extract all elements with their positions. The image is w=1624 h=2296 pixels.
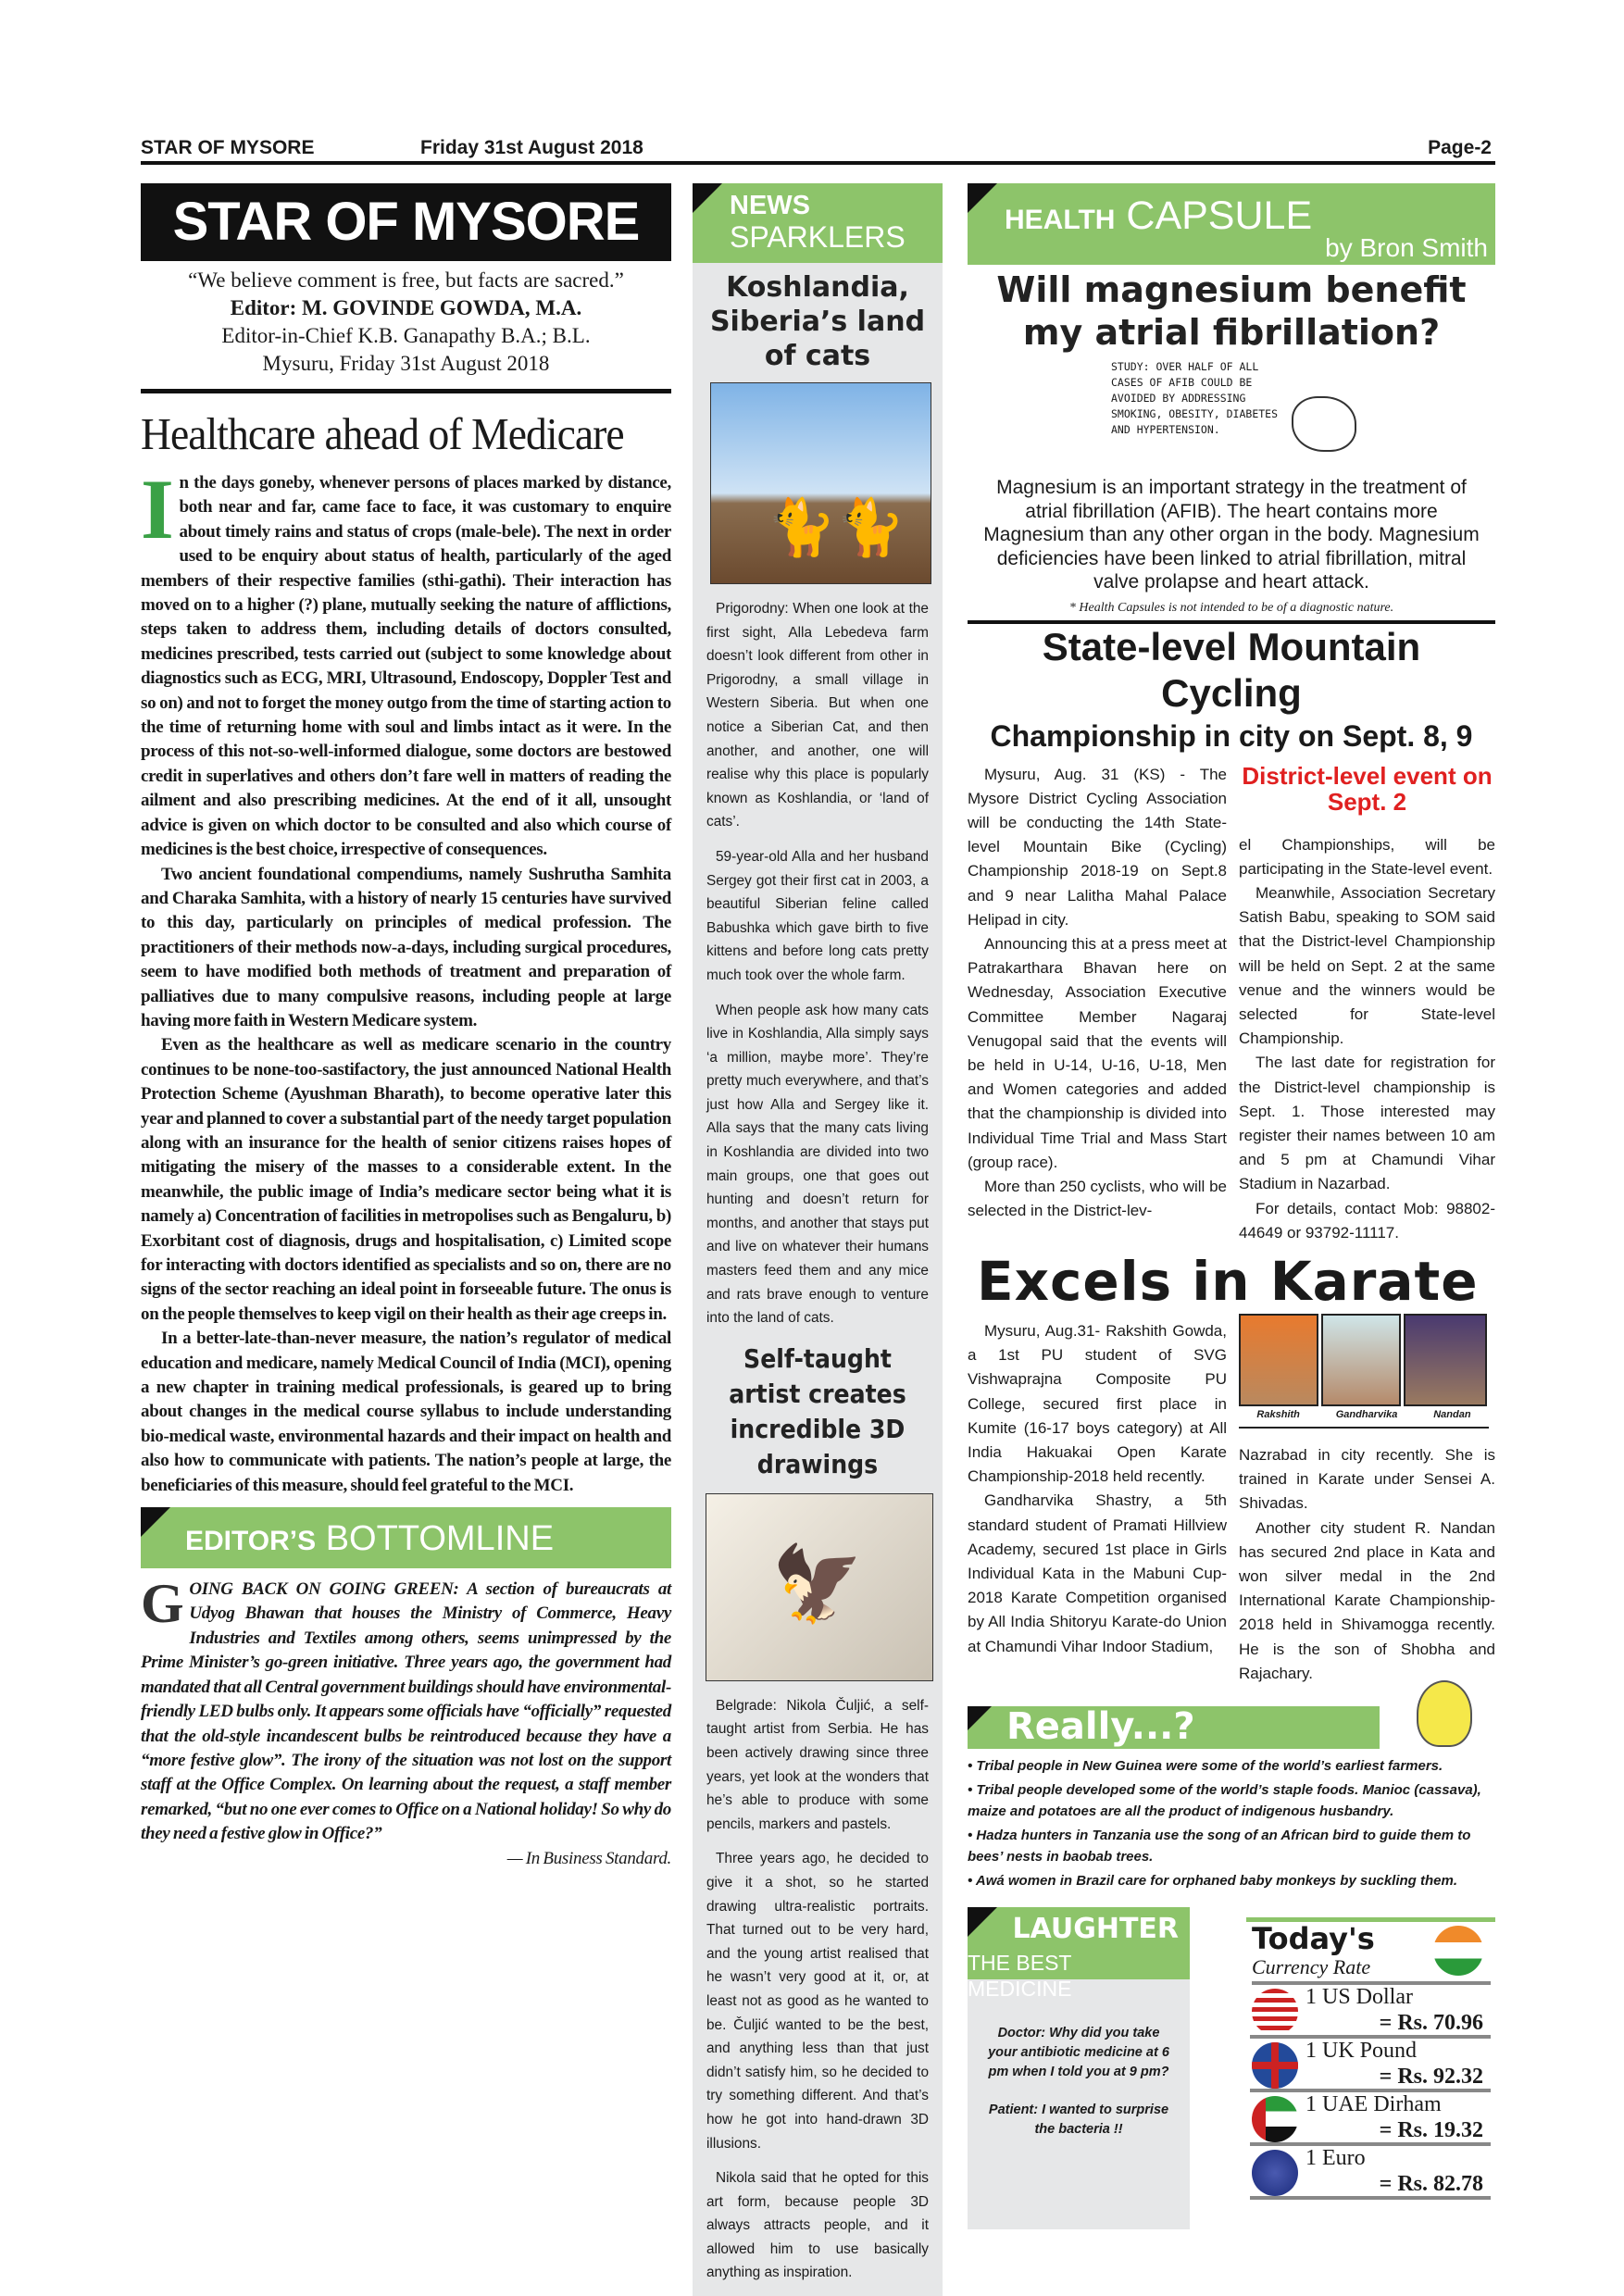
drop-cap: I bbox=[141, 462, 174, 556]
caption: Gandharvika bbox=[1335, 1408, 1398, 1420]
page-header bbox=[141, 137, 1495, 165]
story-title: Koshlandia, Siberia’s land of cats bbox=[709, 271, 926, 372]
editor-in-chief: Editor-in-Chief K.B. Ganapathy B.A.; B.L. bbox=[221, 324, 591, 347]
cartoon bbox=[968, 359, 1495, 470]
currency-title: Today's bbox=[1252, 1920, 1375, 1956]
paragraph: Announcing this at a press meet at Patrakarthara Bhavan here on Wednesday, Association Executive Committee Member Nagaraj Venugopal said that the events will be held in U-14, U-16, U-18, Men and Women categories and added that the championship is divided into Individual Time Trial and Mass Start (group race). bbox=[968, 934, 1227, 1171]
paragraph: Mysuru, Aug.31- Rakshith Gowda, a 1st PU student of SVG Vishwaprajna Composite PU College, secured first place in Kumite (16-17 boys category) at All India Hakuakai Open Karate Championship-2018 held recently. bbox=[968, 1321, 1227, 1486]
editorial-title: Healthcare ahead of Medicare bbox=[141, 408, 624, 459]
really-header bbox=[968, 1699, 1495, 1751]
byline: by Bron Smith bbox=[1325, 233, 1488, 262]
us-flag-icon bbox=[1252, 1989, 1298, 2035]
banner-light: BOTTOMLINE bbox=[325, 1519, 555, 1559]
paragraph: For details, contact Mob: 98802-44649 or 93792-11117. bbox=[1239, 1199, 1495, 1242]
uk-flag-icon bbox=[1252, 2042, 1298, 2089]
currency-value: = Rs. 70.96 bbox=[1379, 2010, 1483, 2035]
masthead-info bbox=[141, 267, 671, 378]
cartoon-figure bbox=[1292, 396, 1356, 452]
currency-box bbox=[1246, 1917, 1495, 2200]
cycling-article bbox=[968, 763, 1495, 1245]
masthead-logo: STAR OF MYSORE bbox=[141, 183, 671, 261]
story-body bbox=[693, 597, 943, 1330]
banner-bold: EDITOR’S bbox=[185, 1526, 317, 1557]
paragraph: Belgrade: Nikola Čuljić, a self-taught artist from Serbia. He has been actively drawing since three years, yet look at the wonders that he’s able to produce with some pencils, markers and pastels. bbox=[706, 1697, 929, 1832]
issue-date: Friday 31st August 2018 bbox=[420, 137, 643, 158]
currency-value: = Rs. 82.78 bbox=[1379, 2171, 1483, 2196]
health-disclaimer: * Health Capsules is not intended to be of a diagnostic nature. bbox=[1068, 600, 1394, 615]
paragraph: Meanwhile, Association Secretary Satish Babu, speaking to SOM said that the District-level Championship will be held on Sept. 2 at the same venue and the winners would be selected for State-level Championship. bbox=[1239, 883, 1495, 1048]
dateline: Mysuru, Friday 31st August 2018 bbox=[262, 352, 550, 375]
paragraph: Three years ago, he decided to give it a shot, so he started drawing ultra-realistic portraits. That turned out to be very hard, and the young artist realised that he wasn’t very good at it, or, at least not as good as he wanted to be. Čuljić wanted to be the best, and anything less than that just didn’t satisfy him, so he decided to try something different. And that’s how he got into hand-drawn 3D illusions. bbox=[706, 1851, 929, 2152]
news-sparklers-panel bbox=[693, 183, 943, 2296]
page-number: Page-2 bbox=[1428, 137, 1492, 158]
lightbulb-icon bbox=[1417, 1680, 1472, 1747]
banner-bold: NEWS bbox=[730, 191, 810, 220]
laughter-panel bbox=[968, 1907, 1190, 2229]
joke-question: Doctor: Why did you take your antibiotic medicine at 6 pm when I told you at 9 pm? bbox=[988, 2025, 1169, 2079]
banner-bold: LAUGHTER bbox=[1012, 1912, 1179, 1945]
rate-row bbox=[1250, 1985, 1491, 2039]
paragraph: Nazrabad in city recently. She is trained in Karate under Sensei A. Shivadas. bbox=[1239, 1445, 1495, 1513]
cycling-subheading: District-level event on Sept. 2 bbox=[1242, 761, 1493, 816]
karate-col2 bbox=[1239, 1443, 1495, 1686]
editor: Editor: M. GOVINDE GOWDA, M.A. bbox=[230, 296, 582, 319]
photo-nandan bbox=[1404, 1314, 1487, 1406]
caption: Nandan bbox=[1433, 1408, 1471, 1420]
paragraph: Another city student R. Nandan has secured 2nd place in Kata and won silver medal in the 2nd International Karate Championship-2018 held in Shivamogga recently. He is the son of Shobha and Rajachary. bbox=[1239, 1518, 1495, 1682]
fact: Tribal people in New Guinea were some of the world’s earliest farmers. bbox=[976, 1757, 1443, 1774]
bottomline-banner bbox=[141, 1507, 671, 1568]
eagle-drawing-photo: 🦅 bbox=[706, 1493, 933, 1681]
fact: Tribal people developed some of the world’s staple foods. Manioc (cassava), maize and potatoes are all the product of indigenous husbandry. bbox=[968, 1782, 1481, 1819]
currency-value: = Rs. 92.32 bbox=[1379, 2064, 1483, 2089]
source: — In Business Standard. bbox=[506, 1848, 671, 1868]
banner-light: SPARKLERS bbox=[730, 220, 906, 254]
cycling-title: State-level Mountain Cycling bbox=[1042, 624, 1421, 715]
paper-name: STAR OF MYSORE bbox=[141, 137, 315, 158]
health-body: Magnesium is an important strategy in the treatment of atrial fibrillation (AFIB). The heart contains more Magnesium than any other organ in the body. Magnesium deficiencies have been linked to atrial fibrillation, mitral valve prolapse and heart attack. bbox=[983, 477, 1480, 593]
banner-light: THE BEST MEDICINE bbox=[968, 1950, 1072, 2001]
bottomline-body bbox=[141, 1573, 671, 1871]
india-flag-icon bbox=[1433, 1926, 1483, 1976]
paragraph: el Championships, will be participating in the State-level event. bbox=[1239, 835, 1495, 878]
caption: Rakshith bbox=[1256, 1408, 1300, 1420]
paragraph: Even as the healthcare as well as medicare scenario in the country continues to be none-too-sastifactory, the just announced National Health Protection Scheme (Ayushman Bharath), to become operative later this year and planned to cover a substantial part of the needy target population along with an insurance for the health of senior citizens raises hopes of mitigating the misery of the masses to a considerable extent. In the meanwhile, the public image of India’s medicare sector being what it is namely a) Concentration of facilities in metropolises such as Bengaluru, b) Exorbitant cost of diagnosis, drugs and hospitalisation, c) Limited scope for interacting with doctors identified as specialists and so on, there are no signs of the sector reaching an ideal point in forseeable future. The onus is on the people themselves to keep vigil on their health as their age creeps in. bbox=[141, 1035, 671, 1324]
currency-name: 1 Euro bbox=[1305, 2145, 1366, 2170]
paragraph: Nikola said that he opted for this art form, because people 3D always attracts people, and it allowed him to use basically anything as inspiration. bbox=[706, 2170, 929, 2281]
editorial-body bbox=[141, 462, 671, 1498]
health-capsule-banner bbox=[968, 183, 1495, 265]
karate-article bbox=[968, 1314, 1495, 1686]
story-body bbox=[693, 1694, 943, 2285]
paragraph: 59-year-old Alla and her husband Sergey got their first cat in 2003, a beautiful Siberian feline called Babushka which gave birth to five kittens and before long cats pretty much took over the whole farm. bbox=[706, 848, 929, 983]
rate-row bbox=[1250, 2092, 1491, 2146]
bottomline-text: OING BACK ON GOING GREEN: A section of bureaucrats at Udyog Bhawan that houses the Ministry of Commerce, Heavy Industries and Textiles among others, seems unimpressed by the Prime Minister’s go-green initiative. Three years ago, the government had mandated that all Central government buildings should have environmental-friendly LED bulbs only. It appears some officials have “officially” requested that the old-style incandescent bulbs be reintroduced because they have a “more festive glow”. The irony of the situation was not lost on the support staff at the Office Complex. On learning about the request, a staff member remarked, “but no one ever comes to Office on a National holiday! So why do they need a festive glow in Office?” bbox=[141, 1579, 671, 1844]
paragraph: The last date for registration for the District-level championship is Sept. 1. Those interested may register their names between 10 am and 5 pm at Chamundi Vihar Stadium in Nazarbad. bbox=[1239, 1054, 1495, 1193]
paragraph: When people ask how many cats live in Koshlandia, Alla simply says ‘a million, maybe more’. They’re pretty much everywhere, and that’s just how Alla and Sergey like it. Alla says that the many cats living in Koshlandia are divided into two main groups, one that goes out hunting and doesn’t return for months, and another that stays put and live on whatever their humans masters feed them and any mice and rats brave enough to venture into the land of cats. bbox=[706, 1002, 929, 1327]
rate-row bbox=[1250, 2146, 1491, 2200]
cycling-col2 bbox=[1239, 833, 1495, 1245]
currency-name: 1 UAE Dirham bbox=[1305, 2091, 1442, 2116]
left-column bbox=[141, 183, 671, 1871]
paragraph: Gandharvika Shastry, a 5th standard student of Pramati Hillview Academy, secured 1st place in Girls Individual Kata in the Mabuni Cup-2018 Karate Competition organised by All India Shitoryu Karate-do Union at Chamundi Vihar Indoor Stadium, bbox=[968, 1491, 1227, 1655]
joke-answer: Patient: I wanted to surprise the bacteria !! bbox=[988, 2102, 1169, 2137]
rate-row bbox=[1250, 2039, 1491, 2092]
banner-bold: HEALTH bbox=[1005, 205, 1116, 235]
paragraph: More than 250 cyclists, who will be selected in the District-lev- bbox=[968, 1177, 1227, 1220]
fact: Hadza hunters in Tanzania use the song of an African bird to guide them to bees’ nests in baobab trees. bbox=[968, 1828, 1471, 1865]
currency-subtitle: Currency Rate bbox=[1252, 1954, 1371, 1978]
story-title: Self-taught artist creates incredible 3D drawings bbox=[729, 1342, 906, 1479]
cartoon-caption: STUDY: OVER HALF OF ALL CASES OF AFIB COULD BE AVOIDED BY ADDRESSING SMOKING, OBESITY, DIABETES AND HYPERTENSION. bbox=[1111, 360, 1279, 436]
photo-rakshith bbox=[1239, 1314, 1318, 1406]
drop-cap: G bbox=[141, 1573, 184, 1635]
cats-photo: 🐈🐈 bbox=[710, 382, 931, 584]
cycling-subtitle: Championship in city on Sept. 8, 9 bbox=[990, 718, 1473, 753]
rate-list bbox=[1250, 1985, 1495, 2200]
cycling-heading bbox=[968, 624, 1495, 755]
bottom-row bbox=[968, 1907, 1495, 2229]
karate-title: Excels in Karate bbox=[977, 1249, 1479, 1313]
paragraph: n the days goneby, whenever persons of places marked by distance, both near and far, came face to face, it was customary to enquire about timely rains and status of crops (male-bele). The next in order used to be enquiry about status of health, particularly of the aged members of their respective families (sthi-gathi). Their interaction has moved on to a higher (?) plane, mutually seeking the nature of afflictions, steps taken to address them, including details of doctors consulted, medicines prescribed, tests carried out (subject to some knowledge about diagnostics such as ECG, MRI, Ultrasound, Endoscopy, Doppler Test and so on) and not to forget the money outgo from the time of starting action to the time of returning home with soul and limbs intact as it were. In the process of this not-so-well-informed dialogue, some doctors are bestowed credit in superlatives and others don’t fare well in matters of reading the ailment and also prescribing medicines. At the end of it all, unsought advice is given on which doctor to be consulted and also which course of medicines is the best choice, irrespective of consequences. bbox=[141, 473, 671, 860]
photo-gandharvika bbox=[1321, 1314, 1401, 1406]
paragraph: Mysuru, Aug. 31 (KS) - The Mysore District Cycling Association will be conducting the 14th State-level Mountain Bike (Cycling) Championship 2018-19 on Sept.8 and 9 near Lalitha Mahal Palace Helipad in city. bbox=[968, 765, 1227, 929]
fact: Awá women in Brazil care for orphaned baby monkeys by suckling them. bbox=[975, 1873, 1458, 1890]
divider bbox=[141, 389, 671, 393]
cycling-col1 bbox=[968, 763, 1227, 1224]
eu-flag-icon bbox=[1252, 2150, 1298, 2196]
laughter-banner bbox=[968, 1907, 1190, 2001]
really-banner bbox=[968, 1706, 1380, 1749]
currency-header bbox=[1246, 1922, 1495, 1981]
karate-photos bbox=[1239, 1314, 1489, 1429]
motto: “We believe comment is free, but facts are sacred.” bbox=[188, 268, 624, 292]
health-question: Will magnesium benefit my atrial fibrillation? bbox=[996, 269, 1467, 353]
uae-flag-icon bbox=[1252, 2096, 1298, 2142]
paragraph: Prigorodny: When one look at the first sight, Alla Lebedeva farm doesn’t look different from other in Prigorodny, a small village in Western Siberia. But when one notice a Siberian Cat, and then another, and another, one will realise why this place is popularly known as Koshlandia, or ‘land of cats’. bbox=[706, 601, 929, 830]
currency-name: 1 UK Pound bbox=[1305, 2038, 1418, 2063]
sparklers-banner bbox=[693, 183, 943, 263]
currency-name: 1 US Dollar bbox=[1305, 1984, 1413, 2009]
banner-light: CAPSULE bbox=[1126, 193, 1313, 238]
right-column bbox=[968, 183, 1495, 2229]
paragraph: In a better-late-than-never measure, the nation’s regulator of medical education and medicare, namely Medical Council of India (MCI), opening a new chapter in training medical professionals, is geared up to bring about changes in the medical course syllabus to include understanding bio-medical waste, environmental hazards and their impact on health and also how to communicate with patients. The nation’s people at large, the beneficiaries of this measure, should feel grateful to the MCI. bbox=[141, 1329, 671, 1495]
karate-col1 bbox=[968, 1319, 1227, 1659]
paragraph: Two ancient foundational compendiums, namely Sushrutha Samhita and Charaka Samhita, with a history of nearly 15 centuries have survived to this day, particularly on principles of medical profession. The practitioners of their methods now-a-days, including surgical procedures, seem to have modified both methods of treatment and preparation of palliatives due to many compulsive reasons, including people at large having more faith in Western Medicare system. bbox=[141, 864, 671, 1030]
currency-value: = Rs. 19.32 bbox=[1379, 2117, 1483, 2142]
banner-title: Really...? bbox=[1006, 1704, 1195, 1748]
really-facts: • Tribal people in New Guinea were some of the world’s earliest farmers. • Tribal people developed some of the world’s staple foods. Manioc (cassava), maize and potatoes are all the product of indigenous husbandry. • Hadza hunters in Tanzania use the song of an African bird to guide them to bees’ nests in baobab trees. • Awá women in Brazil care for orphaned baby monkeys by suckling them. bbox=[968, 1757, 1481, 1890]
